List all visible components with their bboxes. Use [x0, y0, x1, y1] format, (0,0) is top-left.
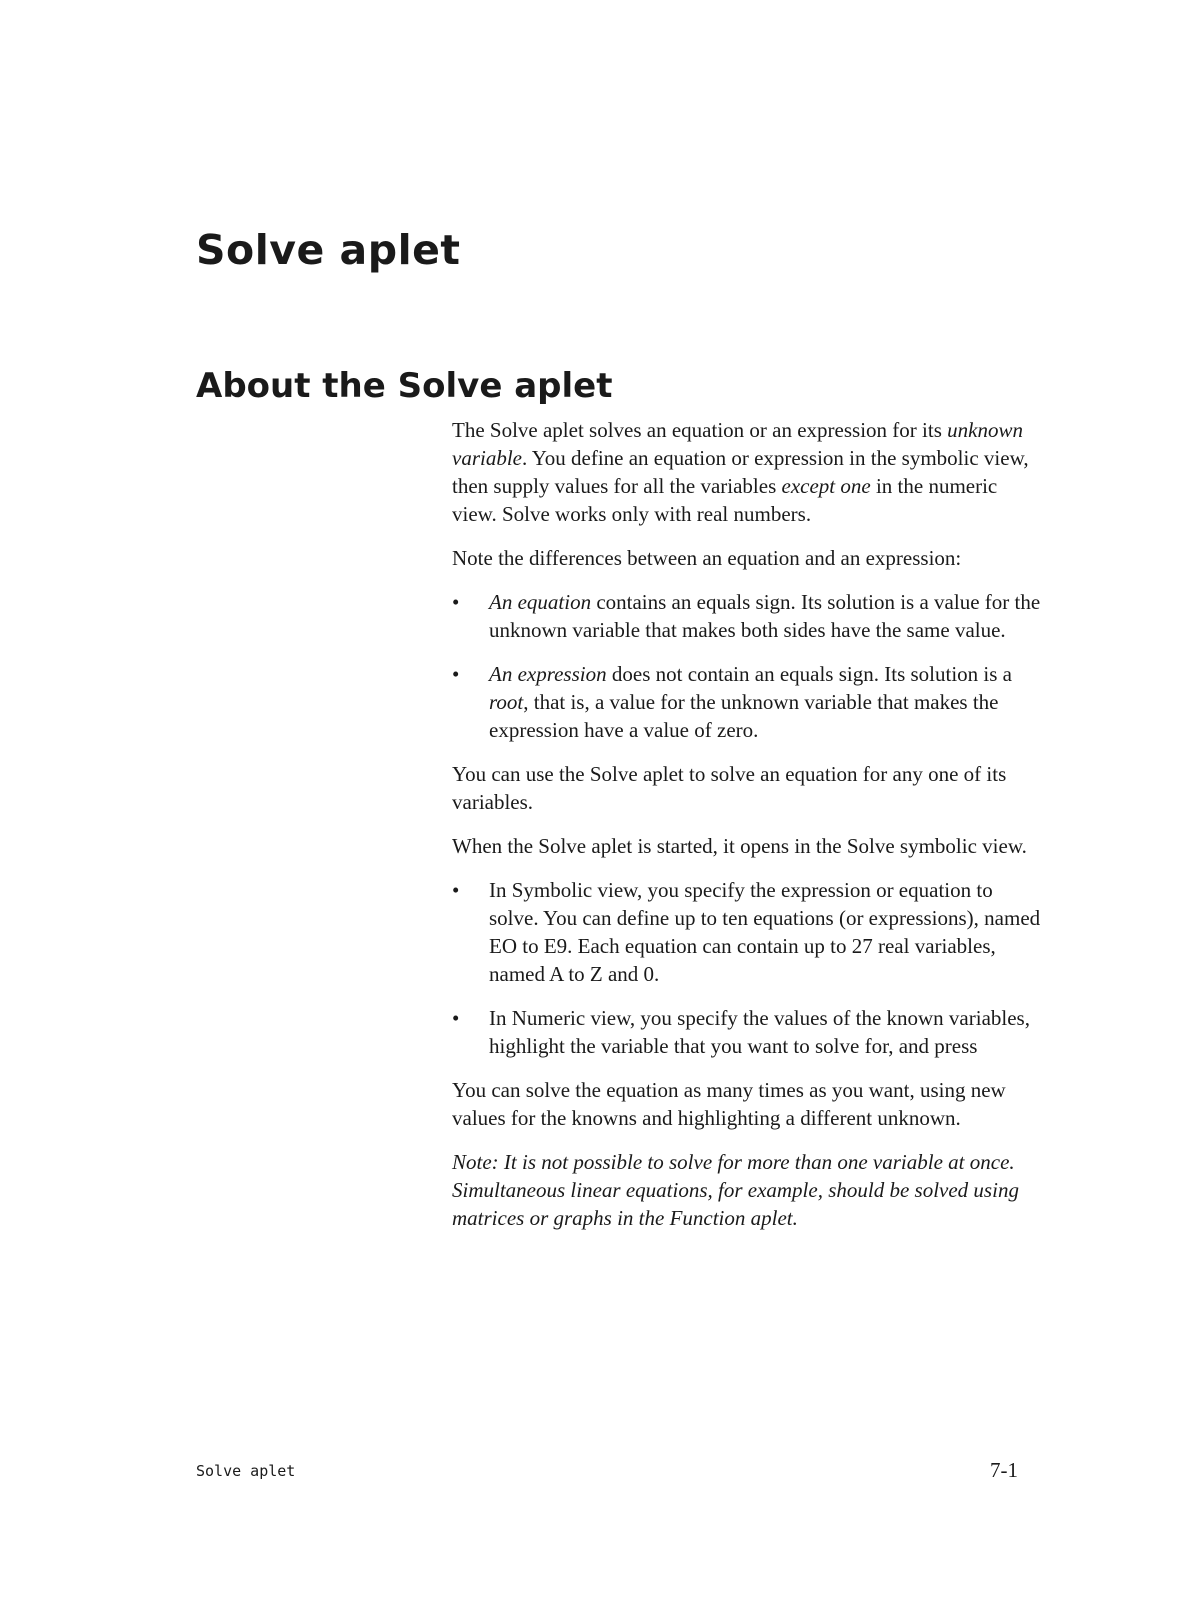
- equation-expression-list: [452, 588, 1042, 744]
- chapter-title: Solve aplet: [196, 226, 461, 274]
- views-list: [452, 876, 1042, 1060]
- differences-paragraph: Note the differences between an equation and an expression:: [452, 546, 962, 570]
- bullet: •: [452, 662, 460, 686]
- bullet: •: [452, 1006, 460, 1030]
- any-variable-paragraph: You can use the Solve aplet to solve an equation for any one of its variables.: [452, 762, 1007, 814]
- section-heading: About the Solve aplet: [196, 366, 613, 406]
- footer-page-number: 7-1: [990, 1458, 1018, 1482]
- list-item-numeric-view: • In Numeric view, you specify the values of the known variables, highlight the variable that you want to solve for, and press: [452, 1006, 1030, 1058]
- started-paragraph: When the Solve aplet is started, it opens in the Solve symbolic view.: [452, 834, 1027, 858]
- intro-paragraph: The Solve aplet solves an equation or an expression for its unknown variable. You define an equation or expression in the symbolic view, then supply values for all the variables except one in the numeric view. Solve works only with real numbers.: [452, 418, 1029, 526]
- many-times-paragraph: You can solve the equation as many times as you want, using new values for the knowns and highlighting a different unknown.: [452, 1078, 1006, 1130]
- footer-chapter-name: Solve aplet: [196, 1462, 296, 1480]
- list-item-symbolic-view: • In Symbolic view, you specify the expression or equation to solve. You can define up to ten equations (or expressions), named EO to E9. Each equation can contain up to 27 real variables, named A to Z and 0.: [452, 878, 1041, 986]
- list-item-equation: • An equation contains an equals sign. Its solution is a value for the unknown variable that makes both sides have the same value.: [452, 590, 1041, 642]
- bullet: •: [452, 590, 460, 614]
- list-item-expression: • An expression does not contain an equals sign. Its solution is a root, that is, a value for the unknown variable that makes the expression have a value of zero.: [452, 662, 1012, 742]
- bullet: •: [452, 878, 460, 902]
- note-paragraph: Note: It is not possible to solve for more than one variable at once. Simultaneous linear equations, for example, should be solved using matrices or graphs in the Function aplet.: [452, 1150, 1019, 1230]
- body-column: [452, 416, 1042, 1248]
